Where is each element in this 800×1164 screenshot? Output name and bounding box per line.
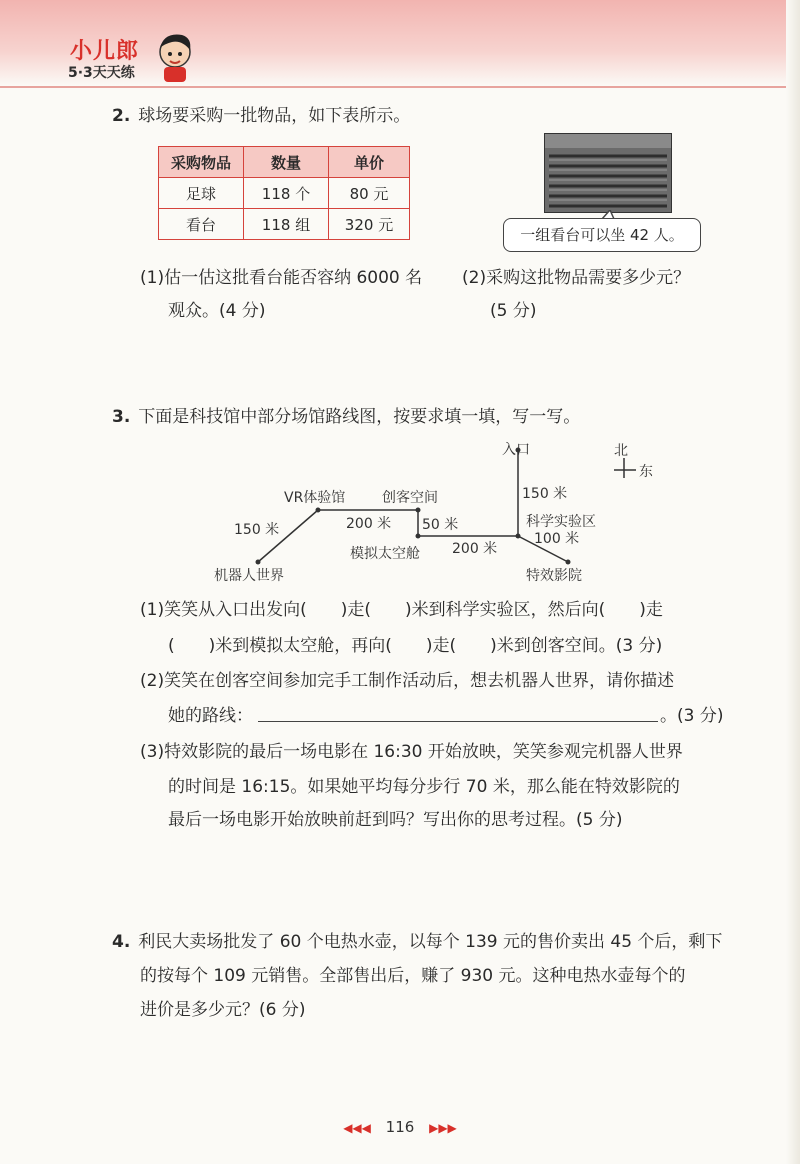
q3-heading [112,405,580,429]
table-header-row [159,147,410,178]
node-vr [316,508,321,513]
q3-s2-line1: (2)笑笑在创客空间参加完手工制作活动后，想去机器人世界，请你描述 [140,671,675,691]
brand-subtitle: 5·3天天练 [68,65,135,81]
q3-s1-line1: (1)笑笑从入口出发向( )走( )米到科学实验区，然后向( )走 [140,600,663,620]
table-row [159,178,410,209]
q2-sub2-line1: (2)采购这批物品需要多少元？ [462,268,691,288]
table-cell: 320 元 [329,209,410,240]
stadium-seats-photo [544,133,672,213]
speech-bubble: 一组看台可以坐 42 人。 [503,218,701,252]
compass-north: 北 [614,443,628,459]
page-number: 116 [385,1118,415,1136]
label-d100: 100 米 [534,531,580,547]
label-entrance: 入口 [502,442,530,458]
next-arrows-icon: ▶▶▶ [429,1121,457,1135]
table-cell: 80 元 [329,178,410,209]
q4-line3: 进价是多少元？(6 分) [140,1000,306,1020]
q2-title: 球场要采购一批物品，如下表所示。 [138,106,411,126]
label-maker: 创客空间 [382,490,438,506]
table-header-cell: 数量 [244,147,329,178]
label-science: 科学实验区 [526,514,596,530]
table-header-cell: 采购物品 [159,147,244,178]
node-cinema [566,560,571,565]
node-robot [256,560,261,565]
q2-heading [112,104,410,128]
q4-line1: 利民大卖场批发了 60 个电热水壶，以每个 139 元的售价卖出 45 个后，剩下 [138,932,723,952]
q3-s3-line3: 最后一场电影开始放映前赶到吗？写出你的思考过程。(5 分) [168,810,623,830]
header-divider [0,86,800,88]
q3-s2-line2: 她的路线： [168,706,253,726]
q3-s3-line1: (3)特效影院的最后一场电影在 16:30 开始放映，笑笑参观完机器人世界 [140,742,683,762]
page-number-footer [0,1118,800,1136]
label-d50: 50 米 [422,517,459,533]
label-cinema: 特效影院 [526,568,582,584]
q2-sub2-line2: (5 分) [490,301,537,321]
q2-number: 2. [112,106,131,126]
mascot-icon [152,30,198,84]
q3-number: 3. [112,407,131,427]
compass-east: 东 [639,464,653,480]
table-cell: 118 个 [244,178,329,209]
q2-sub1-line2: 观众。(4 分) [168,301,266,321]
table-cell: 看台 [159,209,244,240]
q3-title: 下面是科技馆中部分场馆路线图，按要求填一填，写一写。 [138,407,581,427]
route-map [200,440,680,590]
label-robot: 机器人世界 [214,568,284,584]
table-header-cell: 单价 [329,147,410,178]
label-d150-entrance: 150 米 [522,486,568,502]
compass-icon [614,458,636,478]
q4-number: 4. [112,932,131,952]
purchase-table [158,146,410,240]
label-vr: VR体验馆 [284,490,346,506]
q4-line2: 的按每个 109 元销售。全部售出后，赚了 930 元。这种电热水壶每个的 [140,966,686,986]
label-d200-bottom: 200 米 [452,541,498,557]
node-maker [416,508,421,513]
label-space: 模拟太空舱 [350,546,420,562]
answer-blank-line[interactable] [258,721,658,722]
q3-s2-tail: 。(3 分) [660,706,724,726]
q4-heading [112,930,722,954]
table-cell: 118 组 [244,209,329,240]
q3-s1-line2: ( )米到模拟太空舱，再向( )走( )米到创客空间。(3 分) [168,636,663,656]
q3-s3-line2: 的时间是 16:15。如果她平均每分步行 70 米，那么能在特效影院的 [168,777,680,797]
page-edge [786,0,800,1164]
prev-arrows-icon: ◀◀◀ [343,1121,371,1135]
q2-sub1-line1: (1)估一估这批看台能否容纳 6000 名 [140,268,423,288]
table-cell: 足球 [159,178,244,209]
label-d200-top: 200 米 [346,516,392,532]
stadium-seats-image [545,134,671,212]
table-row [159,209,410,240]
brand-logo-text: 小儿郎 [70,39,140,64]
label-d150-robot: 150 米 [234,522,280,538]
node-science [516,534,521,539]
node-space [416,534,421,539]
